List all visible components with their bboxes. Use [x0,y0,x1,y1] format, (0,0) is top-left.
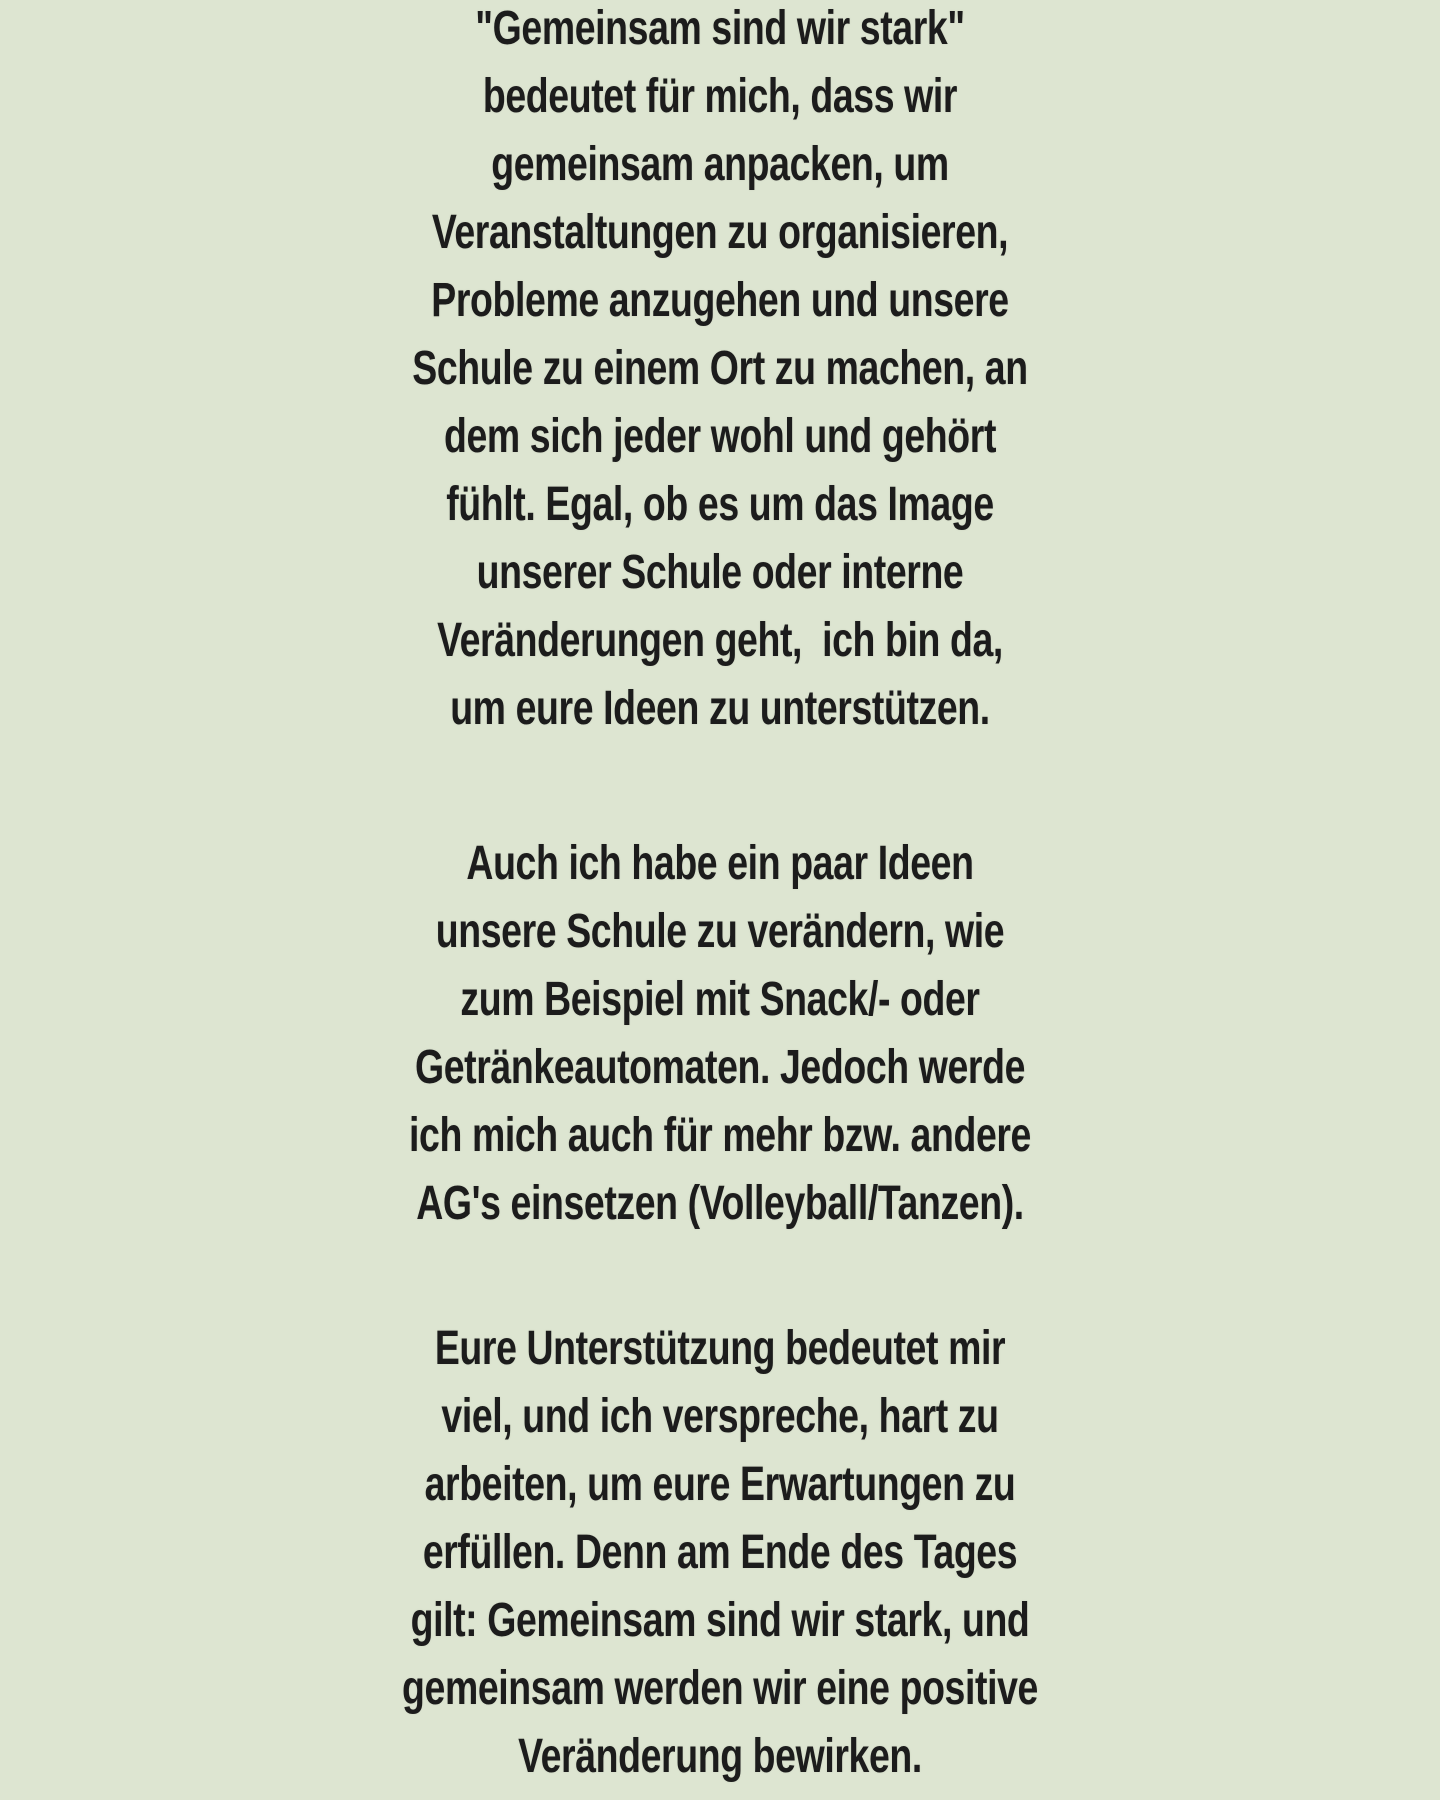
text-line: Probleme anzugehen und unsere [431,274,1009,327]
text-line: gemeinsam werden wir eine positive [402,1662,1038,1715]
text-line: "Gemeinsam sind wir stark" [475,2,965,55]
text-line: gilt: Gemeinsam sind wir stark, und [410,1594,1030,1647]
paragraph [158,0,1281,743]
text-line: viel, und ich verspreche, hart zu [441,1390,999,1443]
text-line: unsere Schule zu verändern, wie [435,905,1005,958]
text-line: bedeutet für mich, dass wir [482,70,958,123]
text-line: um eure Ideen zu unterstützen. [450,682,990,735]
text-line: gemeinsam anpacken, um [491,138,949,191]
text-line: Getränkeautomaten. Jedoch werde [414,1041,1026,1094]
paragraph [158,1315,1281,1791]
text-line: fühlt. Egal, ob es um das Image [446,478,994,531]
text-line: ich mich auch für mehr bzw. andere [409,1109,1031,1162]
text-line: arbeiten, um eure Erwartungen zu [424,1458,1016,1511]
text-line: unserer Schule oder interne [476,546,964,599]
text-line: Auch ich habe ein paar Ideen [466,837,974,890]
text-line: Veranstaltungen zu organisieren, [431,206,1009,259]
text-line: Veränderungen geht, ich bin da, [437,614,1003,667]
text-line: Veränderung bewirken. [518,1730,922,1783]
text-line: dem sich jeder wohl und gehört [443,410,997,463]
paragraph [158,830,1281,1238]
text-line: Eure Unterstützung bedeutet mir [434,1322,1006,1375]
text-line: erfüllen. Denn am Ende des Tages [422,1526,1018,1579]
text-line: Schule zu einem Ort zu machen, an [412,342,1028,395]
text-line: zum Beispiel mit Snack/- oder [460,973,980,1026]
text-line: AG's einsetzen (Volleyball/Tanzen). [416,1177,1024,1230]
